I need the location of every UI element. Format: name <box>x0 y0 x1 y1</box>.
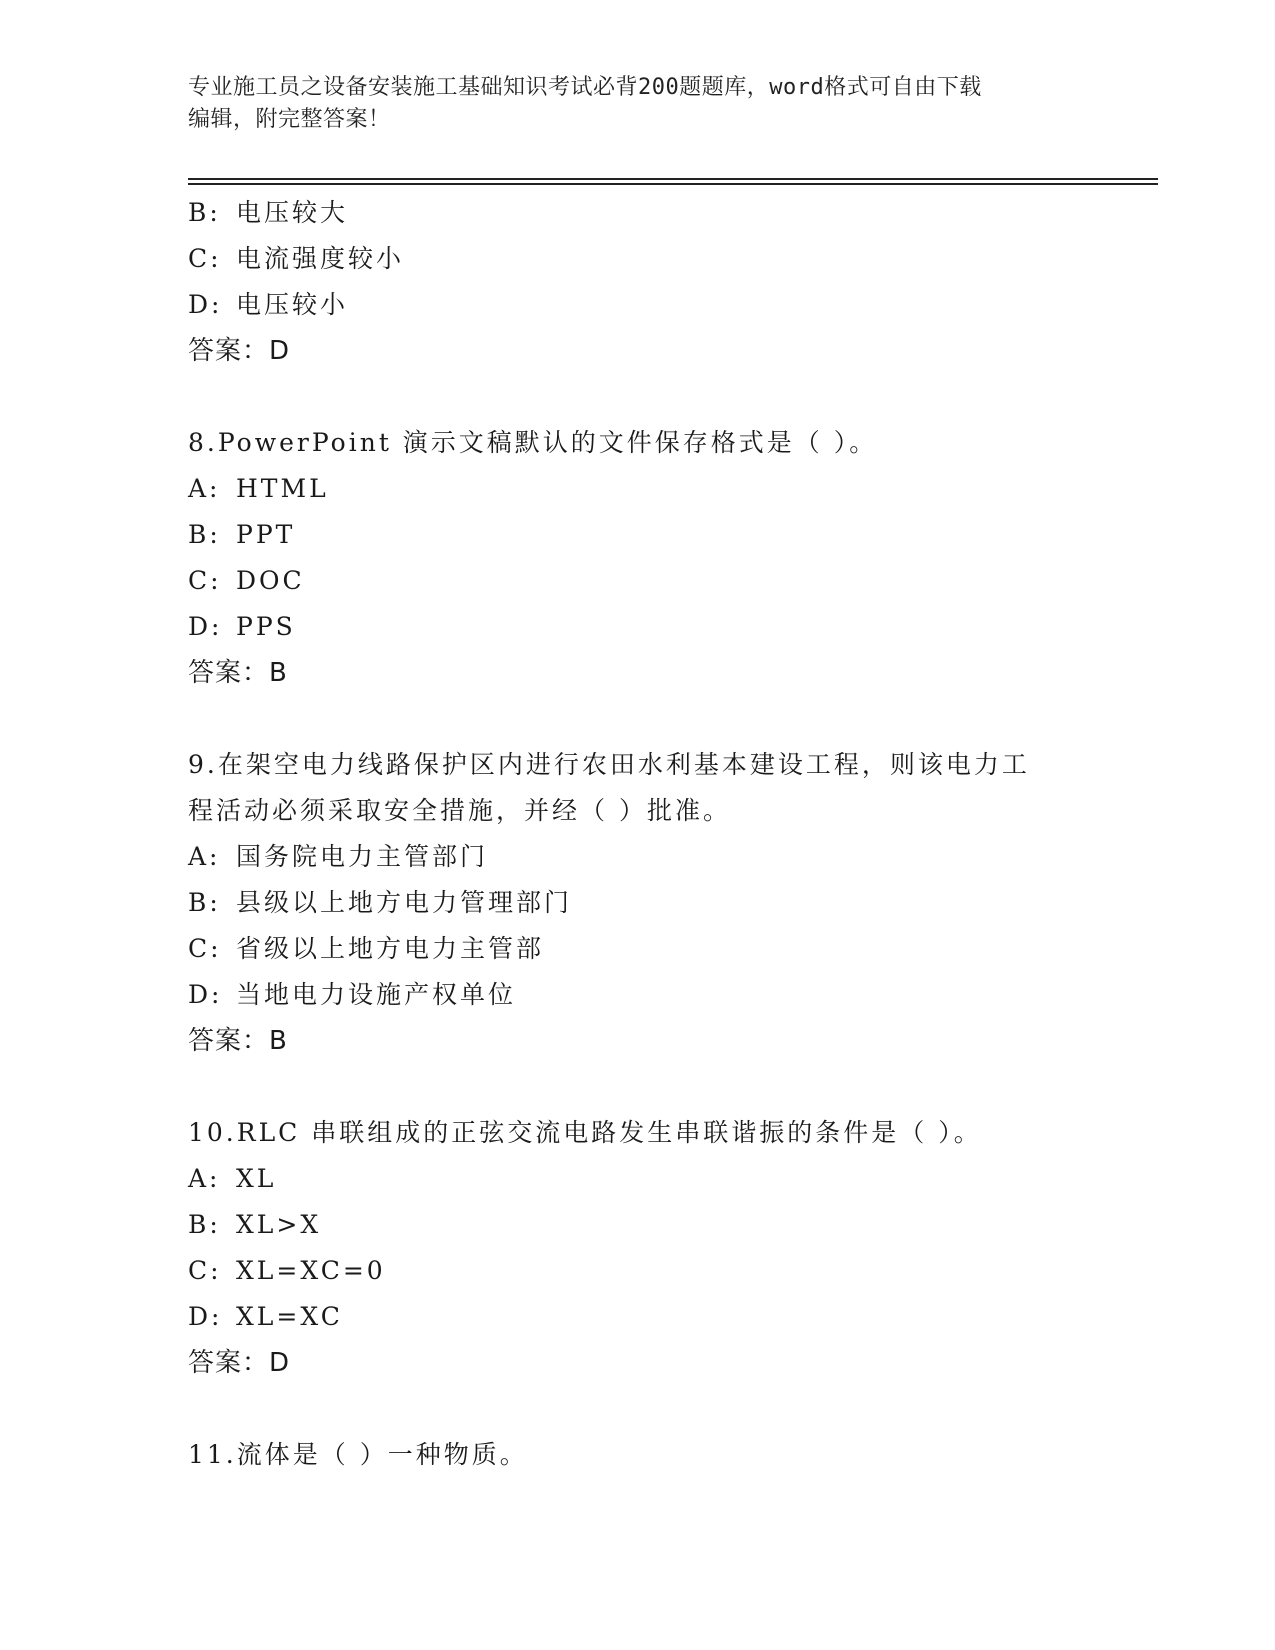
option-key: D: <box>188 980 223 1009</box>
spacer <box>188 1386 1188 1432</box>
header-rule-bottom <box>188 183 1158 185</box>
question-block-8 <box>188 420 1188 696</box>
answer-line: 答案：B <box>188 1026 288 1056</box>
option-key: D: <box>188 612 223 641</box>
question-content <box>188 190 1188 1478</box>
spacer <box>188 1064 1188 1110</box>
option-d <box>188 1294 1188 1340</box>
option-text: 当地电力设施产权单位 <box>236 980 517 1009</box>
option-text: PPS <box>236 612 296 641</box>
option-key: B: <box>188 1210 221 1239</box>
option-key: A: <box>188 474 221 503</box>
answer-line: 答案：B <box>188 658 288 688</box>
option-key: B: <box>188 888 221 917</box>
option-key: B: <box>188 520 221 549</box>
option-key: C: <box>188 566 222 595</box>
option-key: C: <box>188 1256 222 1285</box>
option-a <box>188 466 1188 512</box>
option-text: DOC <box>236 566 305 595</box>
option-d <box>188 282 1188 328</box>
option-key: A: <box>188 1164 221 1193</box>
option-text: XL <box>236 1164 277 1193</box>
question-block-11 <box>188 1432 1188 1478</box>
spacer <box>188 696 1188 742</box>
option-c <box>188 558 1188 604</box>
option-key: D: <box>188 1302 223 1331</box>
option-key: C: <box>188 244 222 273</box>
option-b <box>188 512 1188 558</box>
option-d <box>188 604 1188 650</box>
option-text: 国务院电力主管部门 <box>236 842 489 871</box>
option-key: B: <box>188 198 221 227</box>
option-text: XL>X <box>236 1210 322 1239</box>
option-text: PPT <box>236 520 296 549</box>
question-block-prev <box>188 190 1188 374</box>
question-text: 10.RLC 串联组成的正弦交流电路发生串联谐振的条件是（ ）。 <box>188 1118 982 1147</box>
option-c <box>188 926 1188 972</box>
option-key: A: <box>188 842 221 871</box>
question-block-9 <box>188 742 1188 1064</box>
option-text: 县级以上地方电力管理部门 <box>236 888 573 917</box>
option-a <box>188 1156 1188 1202</box>
option-text: 电压较大 <box>236 198 349 227</box>
option-text: XL=XC=0 <box>236 1256 386 1285</box>
option-c <box>188 1248 1188 1294</box>
question-text-line-1: 9.在架空电力线路保护区内进行农田水利基本建设工程，则该电力工 <box>188 750 1030 779</box>
option-text: HTML <box>236 474 329 503</box>
option-text: XL=XC <box>236 1302 343 1331</box>
question-text: 11.流体是（ ）一种物质。 <box>188 1440 528 1469</box>
header-rule-top <box>188 178 1158 180</box>
option-b <box>188 880 1188 926</box>
option-d <box>188 972 1188 1018</box>
answer-line: 答案：D <box>188 336 291 366</box>
option-a <box>188 834 1188 880</box>
option-text: 电流强度较小 <box>236 244 405 273</box>
option-b <box>188 1202 1188 1248</box>
header-line-1: 专业施工员之设备安装施工基础知识考试必背200题题库，word格式可自由下载 <box>188 75 982 100</box>
option-key: C: <box>188 934 222 963</box>
question-text: 8.PowerPoint 演示文稿默认的文件保存格式是（ ）。 <box>188 428 878 457</box>
document-header <box>188 72 1088 136</box>
option-b <box>188 190 1188 236</box>
option-text: 省级以上地方电力主管部 <box>236 934 545 963</box>
question-text-line-2: 程活动必须采取安全措施，并经（ ）批准。 <box>188 796 731 825</box>
question-block-10 <box>188 1110 1188 1386</box>
spacer <box>188 374 1188 420</box>
answer-line: 答案：D <box>188 1348 291 1378</box>
header-line-2: 编辑，附完整答案！ <box>188 107 391 132</box>
option-key: D: <box>188 290 223 319</box>
option-text: 电压较小 <box>236 290 349 319</box>
option-c <box>188 236 1188 282</box>
